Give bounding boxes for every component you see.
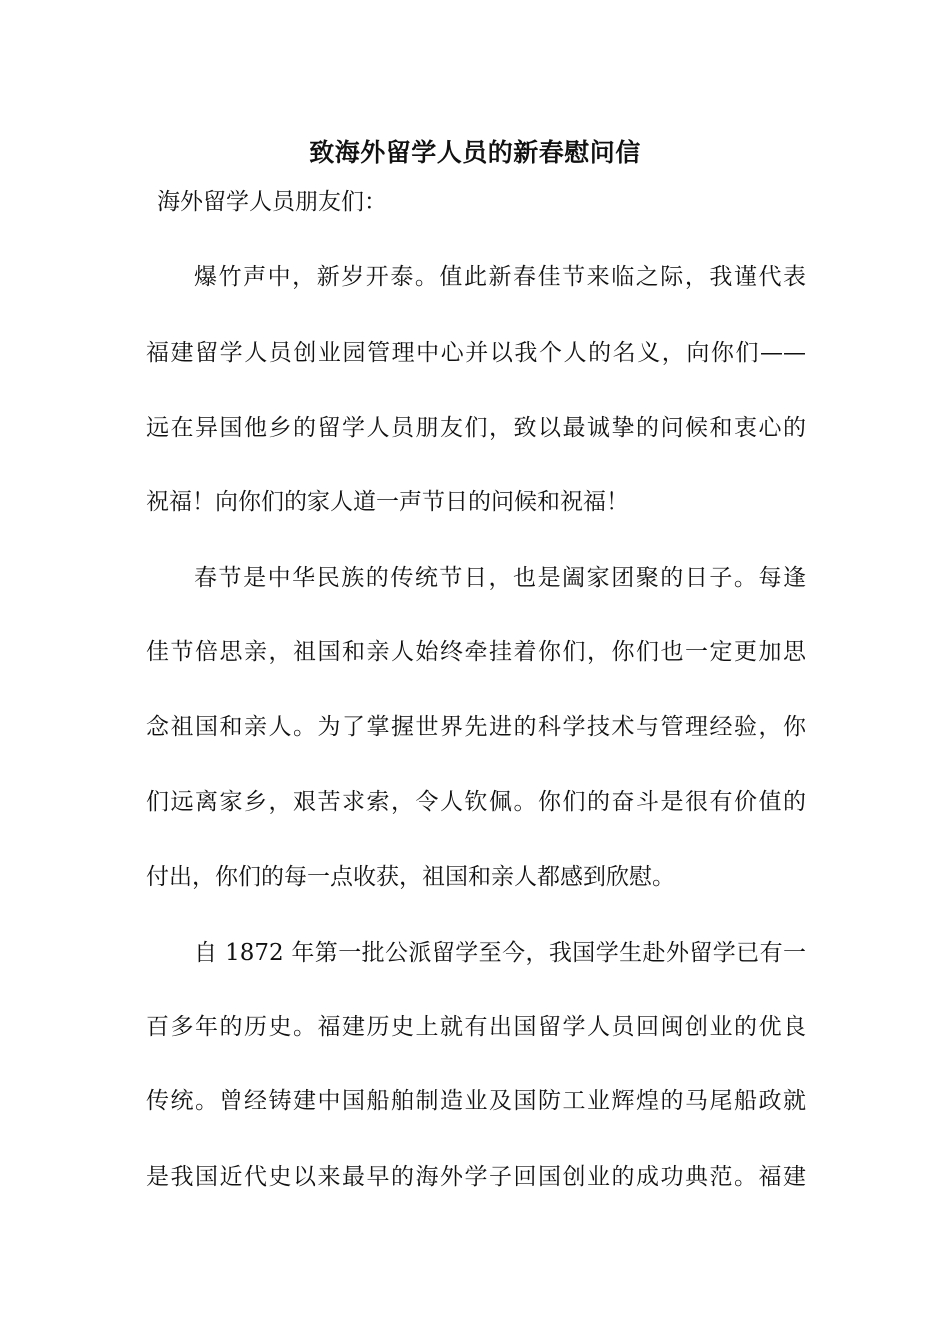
paragraph-2-line-4: 们远离家乡，艰苦求索，令人钦佩。你们的奋斗是很有价值的 bbox=[146, 789, 806, 815]
paragraph-1-line-2: 福建留学人员创业园管理中心并以我个人的名义，向你们—— bbox=[146, 340, 806, 366]
paragraph-3-line-1: 自 1872 年第一批公派留学至今，我国学生赴外留学已有一 bbox=[194, 940, 806, 966]
paragraph-3-line-4: 是我国近代史以来最早的海外学子回国创业的成功典范。福建 bbox=[146, 1164, 806, 1190]
paragraph-3-line-3: 传统。曾经铸建中国船舶制造业及国防工业辉煌的马尾船政就 bbox=[146, 1088, 806, 1114]
paragraph-1-line-1: 爆竹声中，新岁开泰。值此新春佳节来临之际，我谨代表 bbox=[194, 264, 806, 290]
paragraph-2-line-5: 付出，你们的每一点收获，祖国和亲人都感到欣慰。 bbox=[146, 864, 675, 890]
letter-title: 致海外留学人员的新春慰问信 bbox=[309, 138, 641, 167]
paragraph-1-line-4: 祝福！向你们的家人道一声节日的问候和祝福！ bbox=[146, 489, 629, 515]
paragraph-3-line-2: 百多年的历史。福建历史上就有出国留学人员回闽创业的优良 bbox=[146, 1014, 806, 1040]
paragraph-2-line-3: 念祖国和亲人。为了掌握世界先进的科学技术与管理经验，你 bbox=[146, 714, 806, 740]
paragraph-1-line-3: 远在异国他乡的留学人员朋友们，致以最诚挚的问候和衷心的 bbox=[146, 415, 806, 441]
letter-salutation: 海外留学人员朋友们： bbox=[157, 189, 387, 215]
paragraph-2-line-2: 佳节倍思亲，祖国和亲人始终牵挂着你们，你们也一定更加思 bbox=[146, 639, 806, 665]
paragraph-2-line-1: 春节是中华民族的传统节日，也是阖家团聚的日子。每逢 bbox=[194, 565, 806, 591]
